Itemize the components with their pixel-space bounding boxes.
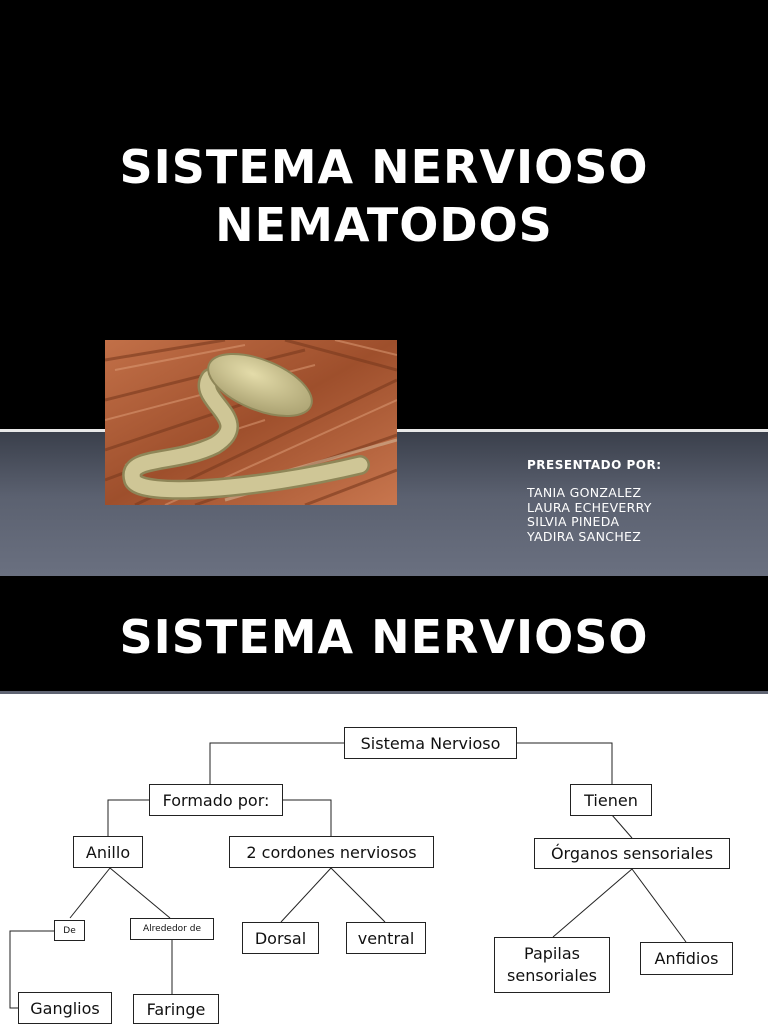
- node-anillo: Anillo: [73, 836, 143, 868]
- nematode-photo: [105, 340, 397, 505]
- header-rule: [0, 691, 768, 694]
- papilas-line-2: sensoriales: [507, 966, 597, 985]
- node-sistema-nervioso: Sistema Nervioso: [344, 727, 517, 759]
- node-dorsal: Dorsal: [242, 922, 319, 954]
- title-line-2: NEMATODOS: [215, 198, 553, 252]
- title-line-1: SISTEMA NERVIOSO: [119, 140, 649, 194]
- author-name: TANIA GONZALEZ: [527, 485, 642, 500]
- author-name: SILVIA PINEDA: [527, 514, 620, 529]
- concept-diagram: [0, 698, 768, 1024]
- node-organos: Órganos sensoriales: [534, 838, 730, 869]
- nematode-illustration: [105, 340, 397, 505]
- node-alrededor-de: Alrededor de: [130, 918, 214, 940]
- papilas-line-1: Papilas: [524, 944, 580, 963]
- node-formado-por: Formado por:: [149, 784, 283, 816]
- node-cordones: 2 cordones nerviosos: [229, 836, 434, 868]
- node-papilas: [494, 937, 610, 993]
- node-ganglios: Ganglios: [18, 992, 112, 1024]
- node-faringe: Faringe: [133, 994, 219, 1024]
- presented-by-label: PRESENTADO POR:: [527, 458, 662, 472]
- author-name: YADIRA SANCHEZ: [527, 528, 642, 544]
- node-ventral: ventral: [346, 922, 426, 954]
- node-tienen: Tienen: [570, 784, 652, 816]
- node-de: De: [54, 920, 85, 941]
- slide-title: [0, 138, 768, 254]
- slide2-title: SISTEMA NERVIOSO: [119, 610, 649, 664]
- author-name: LAURA ECHEVERRY: [527, 499, 652, 515]
- node-anfidios: Anfidios: [640, 942, 733, 975]
- presenters-block: [527, 458, 662, 544]
